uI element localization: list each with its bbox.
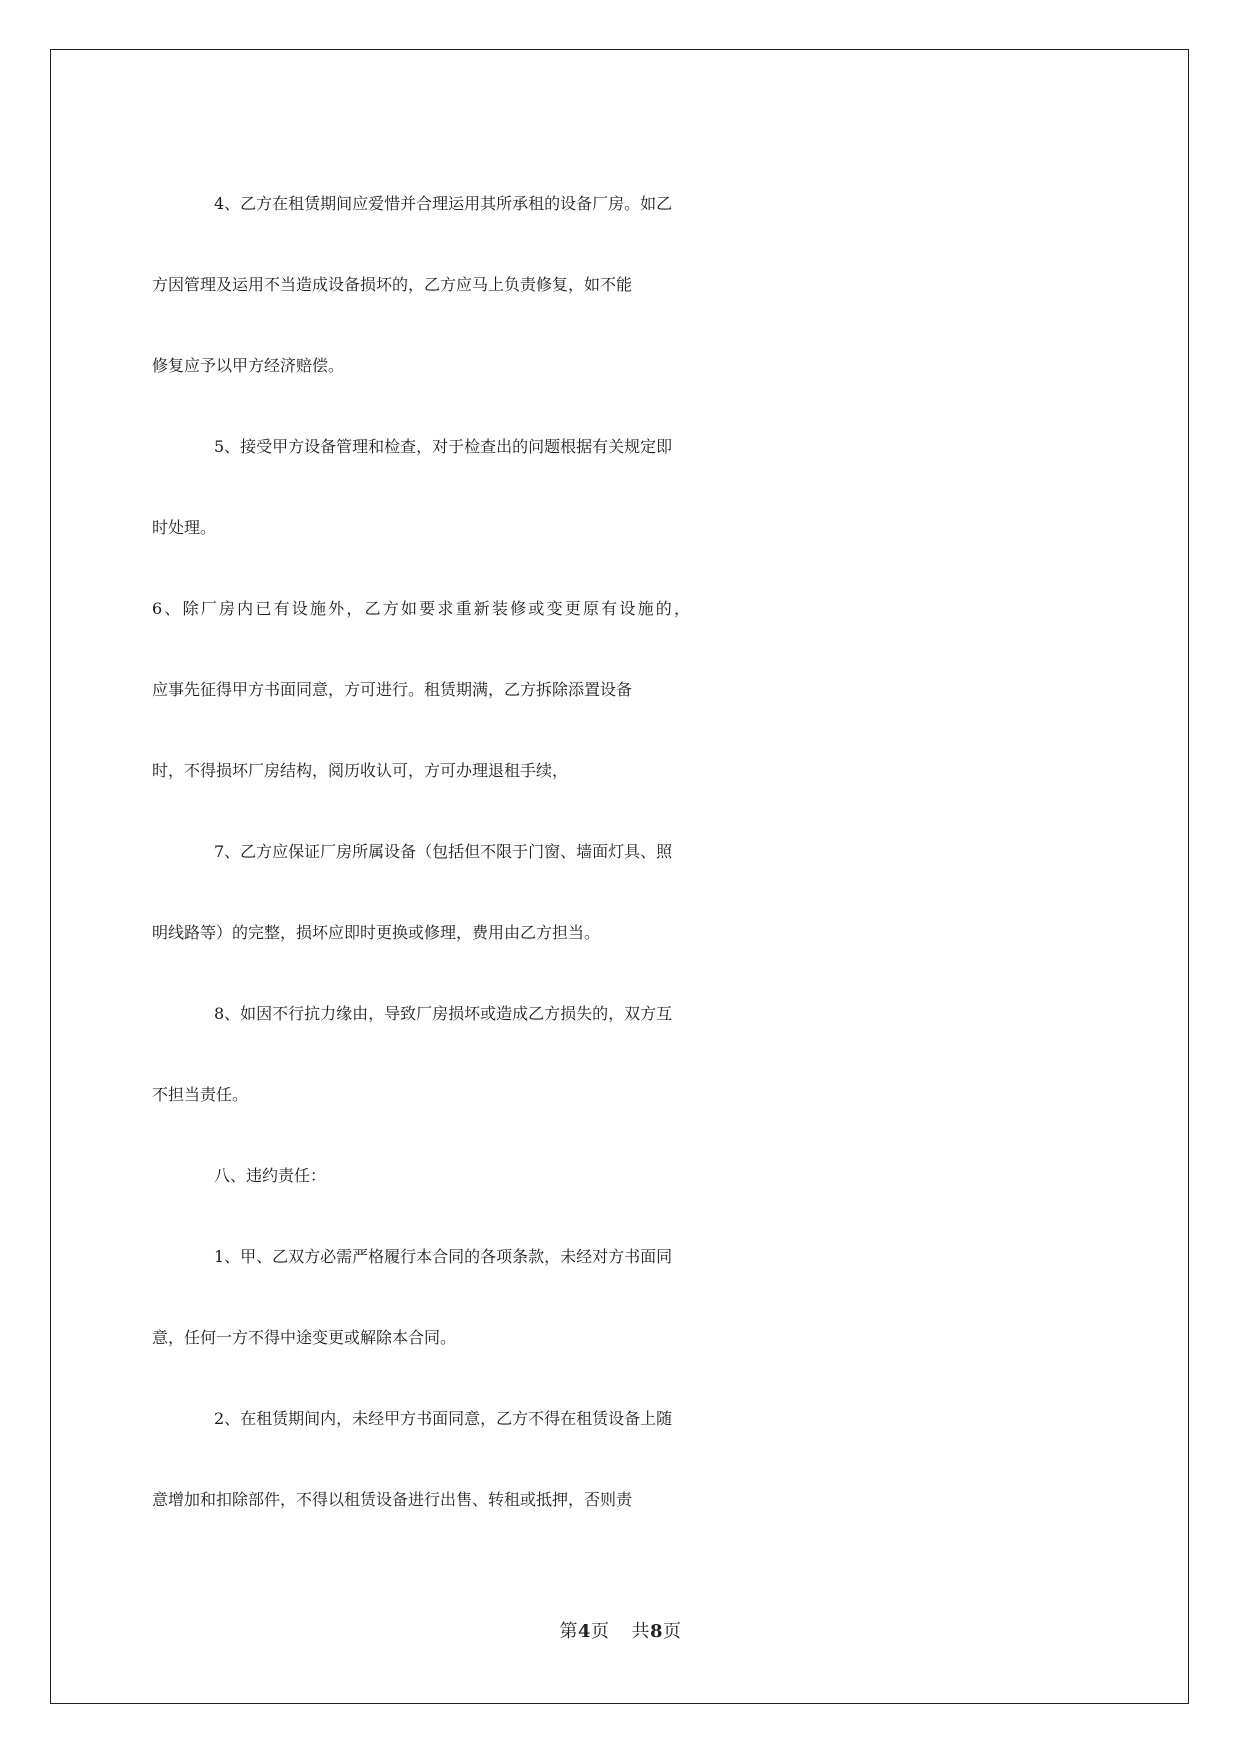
text-line: 4、乙方在租赁期间应爱惜并合理运用其所承租的设备厂房。如乙 <box>214 194 673 213</box>
paragraph <box>152 406 1087 568</box>
text-line: 明线路等）的完整，损坏应即时更换或修理，费用由乙方担当。 <box>152 923 601 942</box>
text-line: 2、在租赁期间内，未经甲方书面同意，乙方不得在租赁设备上随 <box>214 1409 673 1428</box>
current-page-number: 4 <box>577 1621 591 1642</box>
text-line: 八、违约责任： <box>214 1166 327 1185</box>
paragraph <box>152 1216 1087 1378</box>
text-line: 方因管理及运用不当造成设备损坏的，乙方应马上负责修复，如不能 <box>152 275 633 294</box>
text-line: 意增加和扣除部件，不得以租赁设备进行出售、转租或抵押，否则责 <box>152 1490 633 1509</box>
text-line: 1、甲、乙双方必需严格履行本合同的各项条款，未经对方书面同 <box>214 1247 673 1266</box>
page-prefix: 第 <box>559 1621 578 1642</box>
text-line: 不担当责任。 <box>152 1085 249 1104</box>
text-line: 7、乙方应保证厂房所属设备（包括但不限于门窗、墙面灯具、照 <box>214 842 673 861</box>
paragraph <box>152 568 1087 811</box>
paragraph <box>152 1378 1087 1540</box>
paragraph <box>152 163 1087 406</box>
total-prefix: 共 <box>631 1621 650 1642</box>
section-heading <box>152 1135 1087 1216</box>
paragraph <box>152 973 1087 1135</box>
document-body <box>152 163 1087 1540</box>
text-line: 时，不得损坏厂房结构，阅历收认可，方可办理退租手续， <box>152 761 569 780</box>
paragraph <box>152 811 1087 973</box>
text-line: 修复应予以甲方经济赔偿。 <box>152 356 345 375</box>
text-line: 时处理。 <box>152 518 217 537</box>
total-page-number: 8 <box>650 1621 664 1642</box>
text-line: 5、接受甲方设备管理和检查，对于检查出的问题根据有关规定即 <box>214 437 673 456</box>
total-suffix: 页 <box>663 1621 682 1642</box>
text-line: 意，任何一方不得中途变更或解除本合同。 <box>152 1328 457 1347</box>
page-number-footer <box>0 1617 1241 1643</box>
text-line: 6、除厂房内已有设施外，乙方如要求重新装修或变更原有设施的， <box>152 599 693 618</box>
text-line: 8、如因不行抗力缘由，导致厂房损坏或造成乙方损失的，双方互 <box>214 1004 673 1023</box>
text-line: 应事先征得甲方书面同意，方可进行。租赁期满，乙方拆除添置设备 <box>152 680 633 699</box>
page-suffix: 页 <box>591 1621 610 1642</box>
